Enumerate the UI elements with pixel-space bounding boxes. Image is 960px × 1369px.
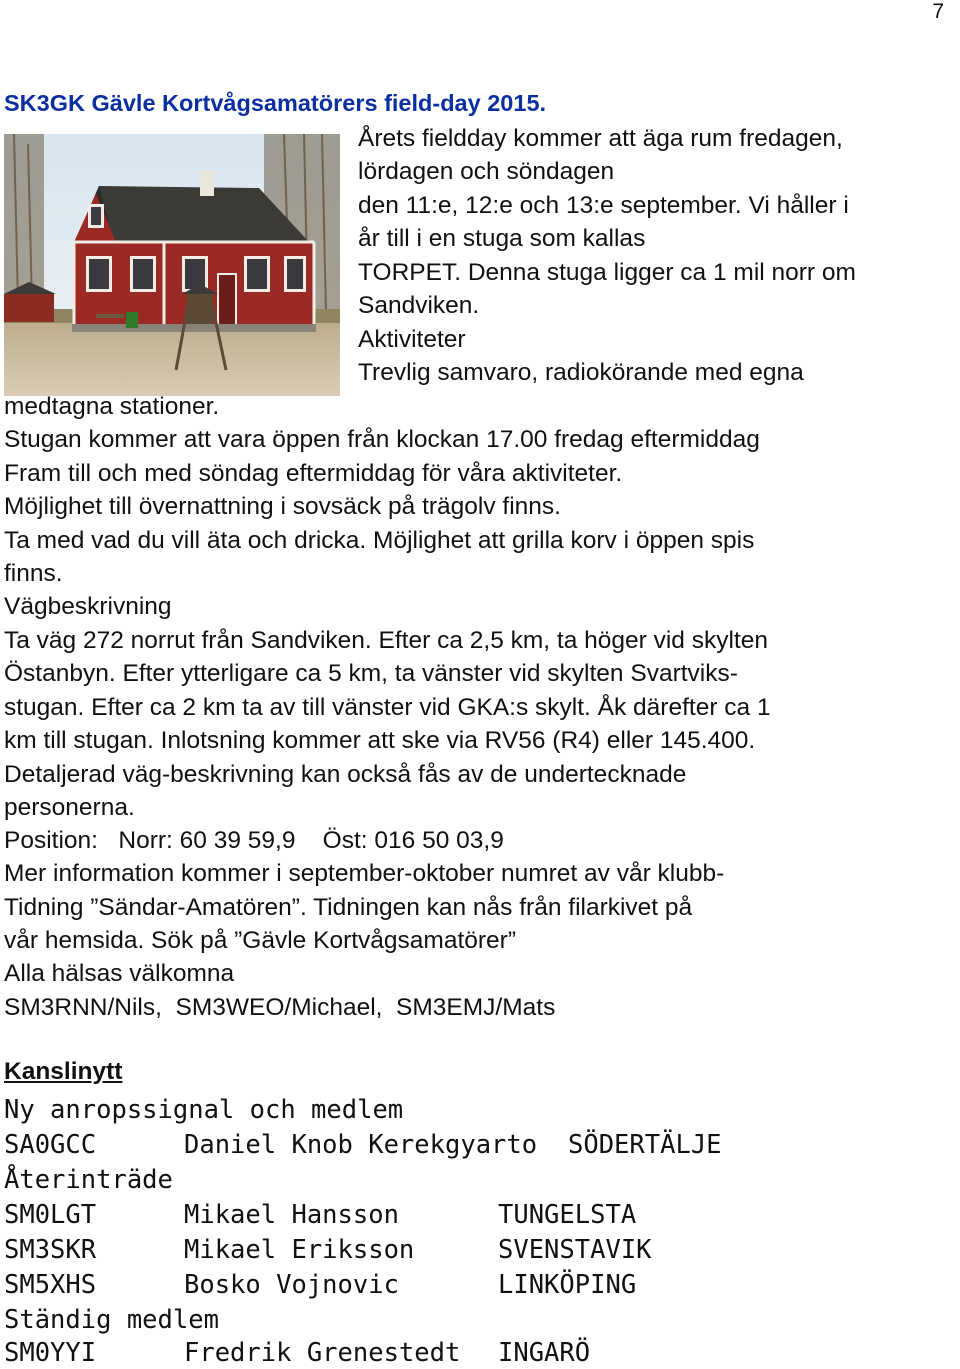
body-line: Alla hälsas välkomna xyxy=(4,960,235,987)
member-name: Fredrik Grenestedt xyxy=(184,1338,461,1368)
body-line: Tidning ”Sändar-Amatören”. Tidningen kan nås från filarkivet på xyxy=(4,894,693,921)
body-line: km till stugan. Inlotsning kommer att ske via RV56 (R4) eller 145.400. xyxy=(4,727,756,754)
body-line: personerna. xyxy=(4,794,135,821)
intro-line-activities-heading: Aktiviteter xyxy=(358,326,466,353)
member-town: SVENSTAVIK xyxy=(498,1235,652,1265)
reentry-row xyxy=(4,1199,954,1231)
intro-line: Sandviken. xyxy=(358,292,480,319)
article-title: SK3GK Gävle Kortvågsamatörers field-day 2015. xyxy=(4,90,547,116)
member-town: LINKÖPING xyxy=(498,1270,637,1300)
callsign: SM3SKR xyxy=(4,1235,97,1265)
body-line: stugan. Efter ca 2 km ta av till vänster vid GKA:s skylt. Åk därefter ca 1 xyxy=(4,694,771,721)
body-line: Ta väg 272 norrut från Sandviken. Efter ca 2,5 km, ta höger vid skylten xyxy=(4,627,768,654)
body-line: Mer information kommer i september-oktober numret av vår klubb- xyxy=(4,860,725,887)
member-town: SÖDERTÄLJE xyxy=(568,1130,722,1160)
permanent-heading: Ständig medlem xyxy=(4,1305,219,1335)
reentry-row xyxy=(4,1234,954,1266)
body-line: Ta med vad du vill äta och dricka. Möjlighet att grilla korv i öppen spis xyxy=(4,527,755,554)
reentry-heading: Återinträde xyxy=(4,1165,173,1195)
reentry-row xyxy=(4,1269,954,1301)
cabin-photo xyxy=(4,134,340,396)
permanent-row xyxy=(4,1337,954,1367)
body-line: Stugan kommer att vara öppen från klockan 17.00 fredag eftermiddag xyxy=(4,426,760,453)
intro-line: Årets fieldday kommer att äga rum fredagen, xyxy=(358,125,843,152)
member-name: Bosko Vojnovic xyxy=(184,1270,399,1300)
body-line: finns. xyxy=(4,560,63,587)
position-line: Position: Norr: 60 39 59,9 Öst: 016 50 03,9 xyxy=(4,827,504,854)
kanslinytt-heading: Kanslinytt xyxy=(4,1058,123,1085)
directions-heading: Vägbeskrivning xyxy=(4,593,172,620)
new-callsign-heading: Ny anropssignal och medlem xyxy=(4,1095,404,1125)
body-line: vår hemsida. Sök på ”Gävle Kortvågsamatörer” xyxy=(4,927,516,954)
member-name: Daniel Knob Kerekgyarto xyxy=(184,1130,538,1160)
body-line: Möjlighet till övernattning i sovsäck på trägolv finns. xyxy=(4,493,561,520)
intro-line: lördagen och söndagen xyxy=(358,158,615,185)
signatures-line: SM3RNN/Nils, SM3WEO/Michael, SM3EMJ/Mats xyxy=(4,994,556,1021)
body-line: Detaljerad väg-beskrivning kan också fås av de undertecknade xyxy=(4,761,687,788)
body-line: medtagna stationer. xyxy=(4,393,220,420)
intro-line: år till i en stuga som kallas xyxy=(358,225,646,252)
intro-line: den 11:e, 12:e och 13:e september. Vi håller i xyxy=(358,192,849,219)
callsign: SM5XHS xyxy=(4,1270,97,1300)
intro-line: TORPET. Denna stuga ligger ca 1 mil norr om xyxy=(358,259,856,286)
intro-line: Trevlig samvaro, radiokörande med egna xyxy=(358,359,804,386)
body-line: Fram till och med söndag eftermiddag för våra aktiviteter. xyxy=(4,460,623,487)
callsign: SA0GCC xyxy=(4,1130,97,1160)
new-member-row xyxy=(4,1129,954,1161)
body-line: Östanbyn. Efter ytterligare ca 5 km, ta vänster vid skylten Svartviks- xyxy=(4,660,738,687)
member-town: TUNGELSTA xyxy=(498,1200,637,1230)
callsign: SM0YYI xyxy=(4,1338,97,1368)
callsign: SM0LGT xyxy=(4,1200,97,1230)
member-name: Mikael Eriksson xyxy=(184,1235,415,1265)
member-name: Mikael Hansson xyxy=(184,1200,399,1230)
page-number: 7 xyxy=(932,0,944,23)
member-town: INGARÖ xyxy=(498,1338,591,1368)
